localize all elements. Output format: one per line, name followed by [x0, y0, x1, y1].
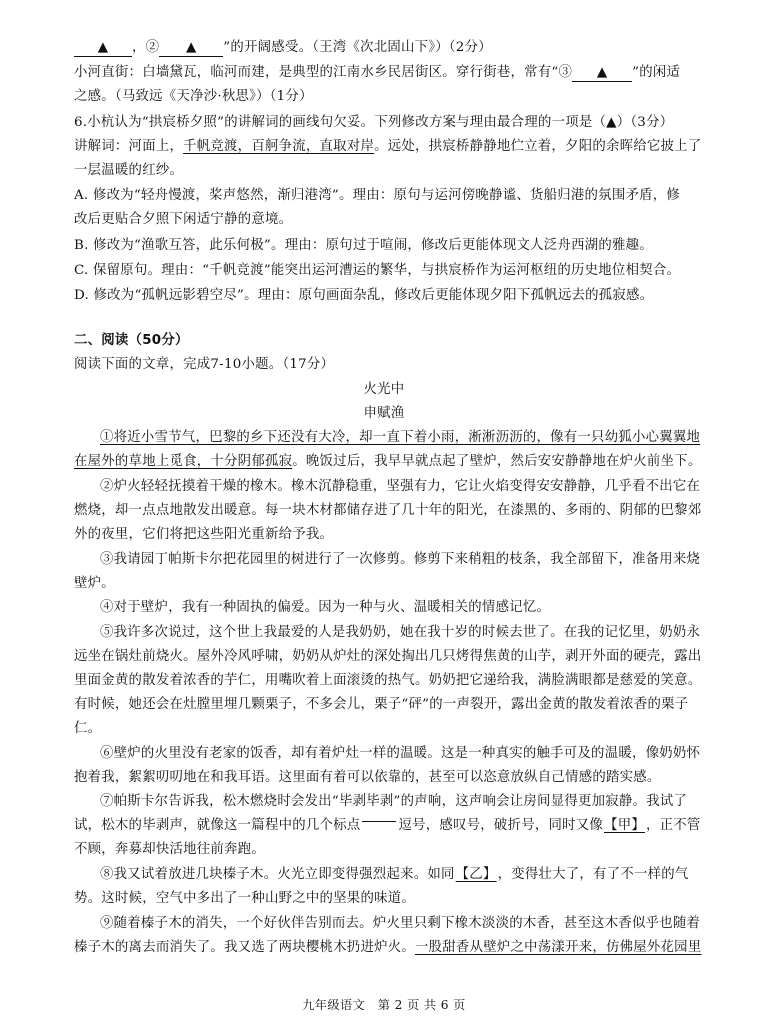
- answer-blank-3[interactable]: ▲: [572, 65, 632, 82]
- option-c: C. 保留原句。理由：“千帆竞渡”能突出运河漕运的繁华，与拱宸桥作为运河枢纽的历史地位相契合。: [74, 263, 681, 278]
- para-2-line-1: ②炉火轻轻抚摸着干燥的橡木。橡木沉静稳重，坚强有力，它让火焰变得安安静静，几乎看不出它在: [100, 479, 701, 494]
- para-1-line-2: 在屋外的草地上觅食，十分阴郁孤寂。晚饭过后，我早早就点起了壁炉，然后安安静静地在炉火前坐下。: [74, 454, 702, 469]
- para-2-line-3: 外的夜里，它们将把这些阳光重新给予我。: [74, 527, 334, 542]
- para-9-line-2: 榛子木的离去而消失了。我又选了两块樱桃木扔进炉火。一股甜香从壁炉之中荡漾开来，仿佛屋外花园里: [74, 940, 702, 955]
- answer-blank-1[interactable]: ▲: [74, 40, 132, 57]
- para-5-line-1: ⑤我许多次说过，这个世上我最爱的人是我奶奶，她在我十岁的时候去世了。在我的记忆里，奶奶永: [100, 625, 701, 640]
- reading-instruction: 阅读下面的文章，完成7-10小题。（17分）: [74, 357, 335, 372]
- para-5-line-3: 里面金黄的散发着浓香的芋仁，用嘴吹着上面滚烫的热气。奶奶把它递给我，满脸满眼都是慈爱的笑意。: [74, 673, 702, 688]
- para-2-line-2: 燃烧，却一点点地散发出暖意。每一块木材都储存进了几十年的阳光，在漆黑的、多雨的、阴郁的巴黎郊: [74, 503, 702, 518]
- article-title: 火光中: [363, 382, 405, 397]
- option-a-line-2: 改后更贴合夕照下闲适宁静的意境。: [74, 212, 293, 227]
- para-8-line-2: 势。这时候，空气中多出了一种山野之中的坚果的味道。: [74, 891, 416, 906]
- para-6-line-1: ⑥壁炉的火里没有老家的饭香，却有着炉灶一样的温暖。这是一种真实的触手可及的温暖，像奶奶怀: [100, 746, 701, 761]
- para-7-line-3: 不顾，奔募却快活地往前奔跑。: [74, 842, 265, 857]
- para-5-line-4: 有时候，她还会在灶膛里埋几颗栗子，不多会儿，栗子“砰”的一声裂开，露出金黄的散发着浓香的栗子: [74, 697, 689, 712]
- para-9-line-1: ⑨随着榛子木的消失，一个好伙伴告别而去。炉火里只剩下橡木淡淡的木香，甚至这木香似乎也随着: [100, 916, 701, 931]
- option-a-line-1: A. 修改为“轻舟慢渡，桨声悠然，渐归港湾”。理由：原句与运河傍晚静谧、货船归港的氛围矛盾，修: [74, 188, 681, 203]
- para-1-line-1: ①将近小雪节气，巴黎的乡下还没有大冷，却一直下着小雨，淅淅沥沥的，像有一只幼狐小心翼翼地: [100, 430, 701, 445]
- page-footer: 九年级语文 第 2 页 共 6 页: [302, 998, 466, 1012]
- option-b: B. 修改为“渔歌互答，此乐何极”。理由：原句过于喧闹，修改后更能体现文人泛舟西湖的雅趣。: [74, 238, 653, 253]
- xiaohe-line-2: 之感。（马致远《天净沙·秋思》）（1分）: [74, 89, 313, 104]
- q5-continuation: ▲ ，② ▲ ”的开阔感受。（王湾《次北固山下》）（2分）: [74, 38, 698, 58]
- q6-script-line-1: 讲解词：河面上，千帆竞渡，百舸争流，直取对岸。远处，拱宸桥静静地伫立着，夕阳的余晖给它披上了: [74, 139, 702, 154]
- xiaohe-line-1: 小河直街：白墙黛瓦，临河而建，是典型的江南水乡民居街区。穿行街巷，常有“③ ▲ ”的闲适: [74, 65, 681, 80]
- option-d: D. 修改为“孤帆远影碧空尽”。理由：原句画面杂乱，修改后更能体现夕阳下孤帆远去的孤寂感。: [74, 288, 654, 303]
- para-3-line-1: ③我请园丁帕斯卡尔把花园里的树进行了一次修剪。修剪下来稍粗的枝条，我全部留下，准备用来烧: [100, 552, 701, 567]
- para-7-line-2: 试，松木的毕剥声，就像这一篇程中的几个标点 逗号，感叹号，破折号，同时又像【甲】，正不管: [74, 816, 698, 836]
- para-8-line-1: ⑧我又试着放进几块榛子木。火光立即变得强烈起来。如同【乙】，变得壮大了，有了不一样的气: [100, 865, 698, 885]
- article-author: 申赋渔: [363, 406, 405, 421]
- q6-stem: 6.小杭认为“拱宸桥夕照”的讲解词的画线句欠妥。下列修改方案与理由最合理的一项是（▲）（3分）: [74, 115, 674, 130]
- blank-yi[interactable]: 【乙】: [455, 867, 497, 882]
- para-5-line-5: 仁。: [74, 721, 102, 736]
- para-4: ④对于壁炉，我有一种固执的偏爱。因为一种与火、温暖相关的情感记忆。: [100, 600, 551, 615]
- para-5-line-2: 远坐在锅灶前烧火。屋外冷风呼啸，奶奶从炉灶的深处掏出几只烤得焦黄的山芋，剥开外面的硬壳，露出: [74, 649, 702, 664]
- para-3-line-2: 壁炉。: [74, 576, 115, 591]
- blank-jia[interactable]: 【甲】: [604, 818, 645, 833]
- answer-blank-2[interactable]: ▲: [159, 40, 223, 57]
- underlined-sentence: 千帆竞渡，百舸争流，直取对岸: [183, 139, 375, 154]
- em-dash: [362, 821, 396, 822]
- section-heading: 二、阅读（50分）: [74, 333, 189, 348]
- q6-script-line-2: 一层温暖的红纱。: [74, 163, 184, 178]
- para-7-line-1: ⑦帕斯卡尔告诉我，松木燃烧时会发出“毕剥毕剥”的声响，这声响会让房间显得更加寂静。我试了: [100, 794, 688, 809]
- para-6-line-2: 抱着我，絮絮叨叨地在和我耳语。这里面有着可以依靠的，甚至可以恣意放纵自己情感的踏实感。: [74, 770, 661, 785]
